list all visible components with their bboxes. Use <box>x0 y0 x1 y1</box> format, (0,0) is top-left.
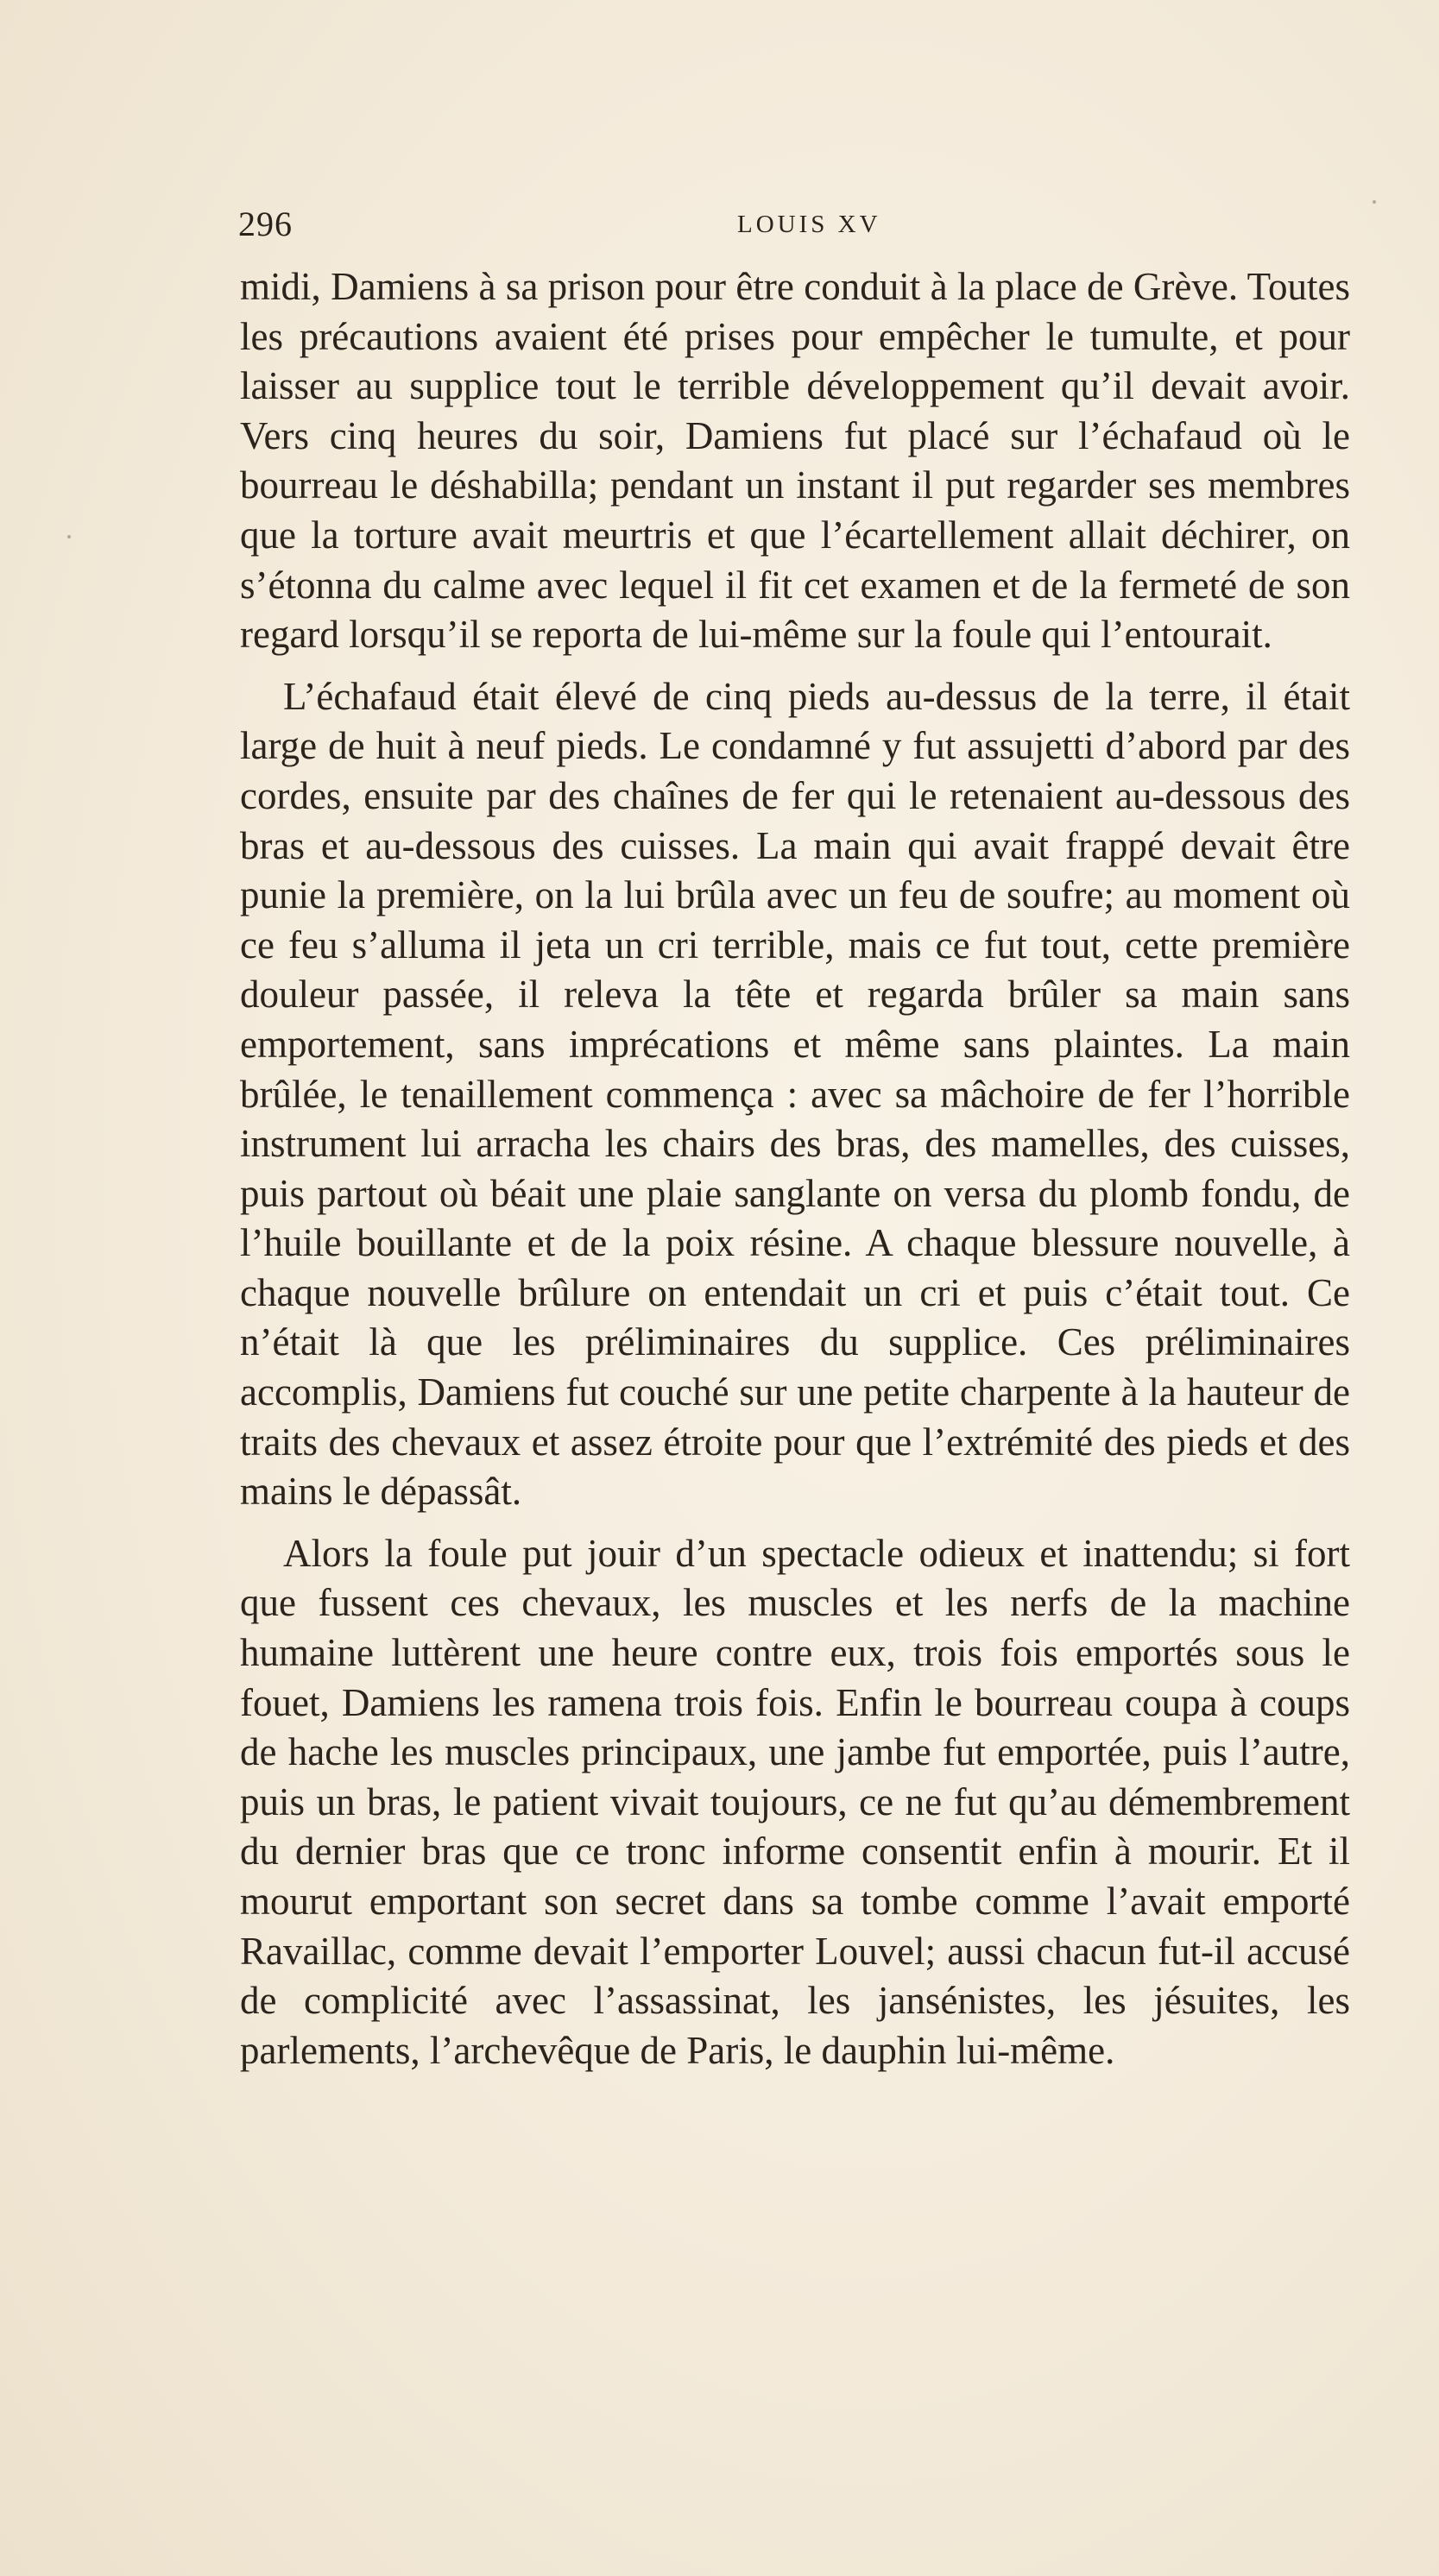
paper-speck <box>1373 200 1376 204</box>
paper-speck <box>67 535 71 539</box>
page-number: 296 <box>238 205 293 243</box>
page-header <box>238 204 1360 255</box>
paragraph-2: L’échafaud était élevé de cinq pieds au-dessus de la terre, il était large de huit à neuf pieds. Le condamné y fut assujetti d’abord par des cordes, ensuite par des chaînes de fer qui le retenaient au-dessous des bras et au-dessous des cuisses. La main qui avait frappé devait être punie la première, on la lui brûla avec un feu de soufre; au moment où ce feu s’alluma il jeta un cri terrible, mais ce fut tout, cette première douleur passée, il releva la tête et regarda brûler sa main sans emportement, sans imprécations et même sans plaintes. La main brûlée, le tenaillement commença : avec sa mâchoire de fer l’horrible instrument lui arracha les chairs des bras, des mamelles, des cuisses, puis partout où béait une plaie sanglante on versa du plomb fondu, de l’huile bouillante et de la poix résine. A chaque blessure nouvelle, à chaque nouvelle brûlure on entendait un cri et puis c’était tout. Ce n’était là que les préliminaires du supplice. Ces préliminaires accomplis, Damiens fut couché sur une petite charpente à la hauteur de traits des chevaux et assez étroite pour que l’extrémité des pieds et des mains le dépassât. <box>240 674 1350 1514</box>
paragraph-3: Alors la foule put jouir d’un spectacle odieux et inattendu; si fort que fussent ces chevaux, les muscles et les nerfs de la machine humaine luttèrent une heure contre eux, trois fois emportés sous le fouet, Damiens les ramena trois fois. Enfin le bourreau coupa à coups de hache les muscles principaux, une jambe fut emportée, puis l’autre, puis un bras, le patient vivait toujours, ce ne fut qu’au démembrement du dernier bras que ce tronc informe consentit enfin à mourir. Et il mourut emportant son secret dans sa tombe comme l’avait emporté Ravaillac, comme devait l’emporter Louvel; aussi chacun fut-il accusé de complicité avec l’assassinat, les jansénistes, les jésuites, les parlements, l’archevêque de Paris, le dauphin lui-même. <box>240 1531 1350 2072</box>
running-title: LOUIS XV <box>737 211 881 238</box>
paragraph-1: midi, Damiens à sa prison pour être conduit à la place de Grève. Toutes les précautions avaient été prises pour empêcher le tumulte, et pour laisser au supplice tout le terrible développement qu’il devait avoir. Vers cinq heures du soir, Damiens fut placé sur l’échafaud où le bourreau le déshabilla; pendant un instant il put regarder ses membres que la torture avait meurtris et que l’écartellement allait déchirer, on s’étonna du calme avec lequel il fit cet examen et de la fermeté de son regard lorsqu’il se reporta de lui-même sur la foule qui l’entourait. <box>240 265 1350 657</box>
body-text <box>240 262 1350 2088</box>
